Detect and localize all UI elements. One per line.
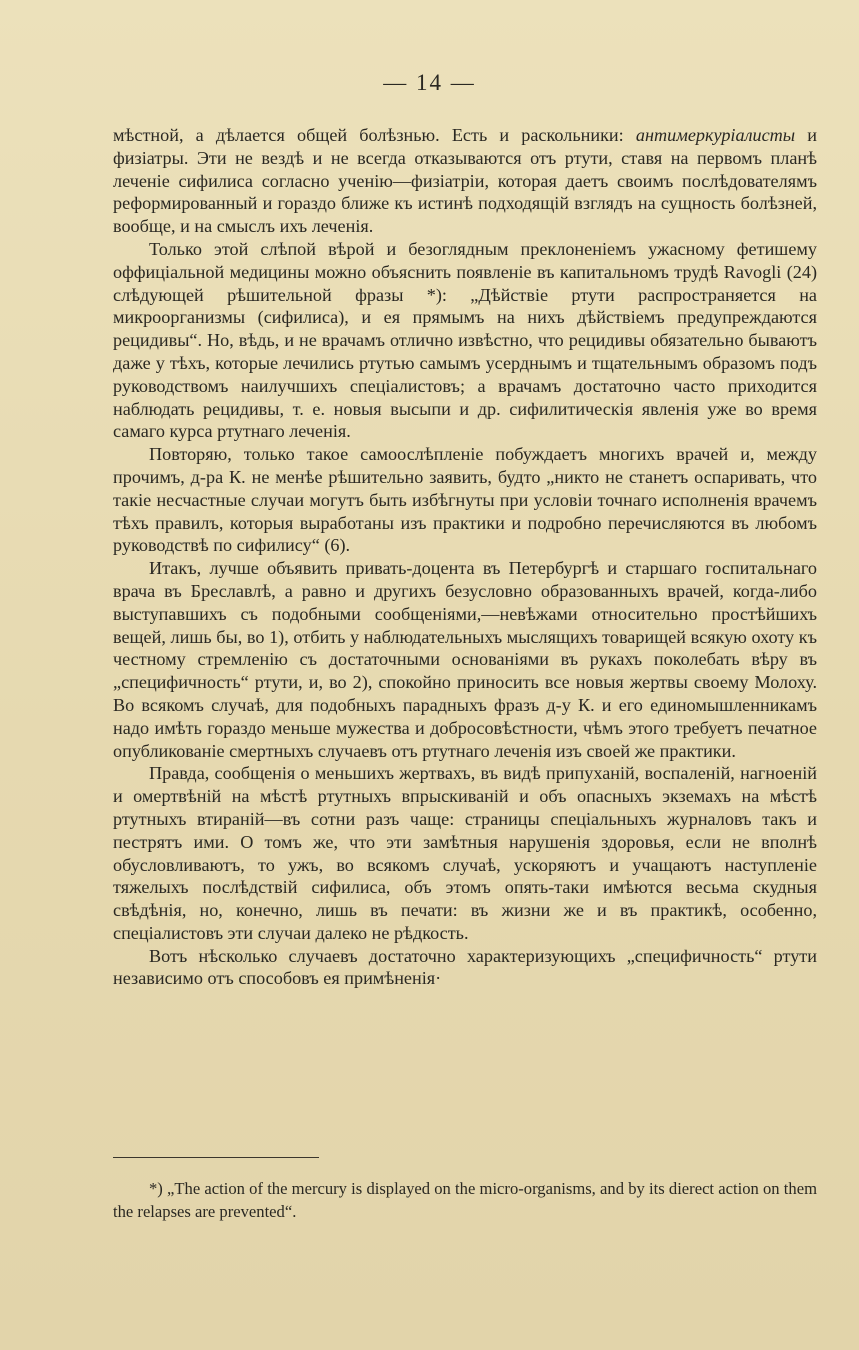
paragraph-5: Правда, сообщенія о меньшихъ жертвахъ, въ видѣ припуханій, воспаленій, нагноеній и омертвѣній на мѣстѣ ртутныхъ впрыскиваній и объ опасныхъ экземахъ на мѣстѣ ртутныхъ втираній—въ сотни разъ чаще: страницы спеціальныхъ журналовъ такъ и пестрятъ ими. О томъ же, что эти замѣтныя нарушенія здоровья, если не вполнѣ обусловливаютъ, то ужъ, во всякомъ случаѣ, ускоряютъ и учащаютъ наступленіе тяжелыхъ послѣдствій сифилиса, объ этомъ опять-таки имѣются весьма скудныя свѣдѣнія, но, конечно, лишь въ печати: въ жизни же и въ практикѣ, особенно, спеціалистовъ эти случаи далеко не рѣдкость.: [113, 763, 817, 943]
paragraph-3: Повторяю, только такое самоослѣпленіе побуждаетъ многихъ врачей и, между прочимъ, д-ра К. не менѣе рѣшительно заявить, будто „никто не станетъ оспаривать, что такіе несчастные случаи могутъ быть избѣгнуты при условіи точнаго исполненія врачемъ тѣхъ правилъ, которыя выработаны изъ практики и подробно перечисляются въ любомъ руководствѣ по сифилису“ (6).: [113, 444, 817, 556]
footnote-divider: [113, 1157, 319, 1158]
paragraph-4: Итакъ, лучше объявить привать-доцента въ Петербургѣ и старшаго госпитальнаго врача въ Бреславлѣ, а равно и другихъ безусловно образованныхъ врачей, когда-либо выступавшихъ съ подобными сообщеніями,—невѣжами относительно простѣйшихъ вещей, лишь бы, во 1), отбить у наблюдательныхъ мыслящихъ товарищей всякую охоту къ честному стремленію съ достаточными основаніями въ рукахъ поколебать вѣру въ „специфичность“ ртути, и, во 2), спокойно приносить все новыя жертвы своему Молоху. Во всякомъ случаѣ, для подобныхъ парадныхъ фразъ д-у К. и его единомышленникамъ надо имѣть гораздо меньше мужества и добросовѣстности, чѣмъ этого требуетъ печатное опубликованіе смертныхъ случаевъ отъ ртутнаго леченія изъ своей же практики.: [113, 558, 817, 761]
paragraph-1-lead: мѣстной, а дѣлается общей болѣзнью. Есть и раскольники:: [113, 125, 636, 145]
page-number: — 14 —: [383, 70, 476, 95]
paragraph-2: Только этой слѣпой вѣрой и безоглядным преклоненіемъ ужасному фетишему оффиціальной медицины можно объяснить появленіе въ капитальномъ трудѣ Ravogli (24) слѣдующей рѣшительной фразы *): „Дѣйствіе ртути распространяется на микроорганизмы (сифилиса), и ея прямымъ на нихъ дѣйствіемъ предупреждаются рецидивы“. Но, вѣдь, и не врачамъ отлично извѣстно, что рецидивы обязательно бываютъ даже у тѣхъ, которые лечились ртутью самымъ усерднымъ и тщательнымъ образомъ подъ руководствомъ наилучшихъ спеціалистовъ; а врачамъ достаточно часто приходится наблюдать рецидивы, т. е. новыя высыпи и др. сифилитическія явленія уже во время самаго курса ртутнаго леченія.: [113, 238, 817, 442]
paragraph-1: [113, 124, 817, 238]
paragraph-6: Вотъ нѣсколько случаевъ достаточно характеризующихъ „специфичность“ ртути независимо отъ способовъ ея примѣненія·: [113, 945, 817, 989]
footnote: *) „The action of the mercury is displayed on the micro-organisms, and by its dierect action on them the relapses are prevented“.: [113, 1179, 817, 1221]
italic-term: антимеркуріалисты: [635, 125, 796, 145]
body-text: [113, 124, 817, 990]
paragraph-1-tail: и физіатры. Эти не вездѣ и не всегда отказываются отъ ртути, ставя на первомъ планѣ леченіе сифилиса согласно ученію—физіатріи, которая даетъ своимъ послѣдователямъ реформированный и гораздо ближе къ истинѣ подходящій взглядъ на сущность болѣзней, вообще, и на смыслъ ихъ леченія.: [113, 125, 818, 237]
